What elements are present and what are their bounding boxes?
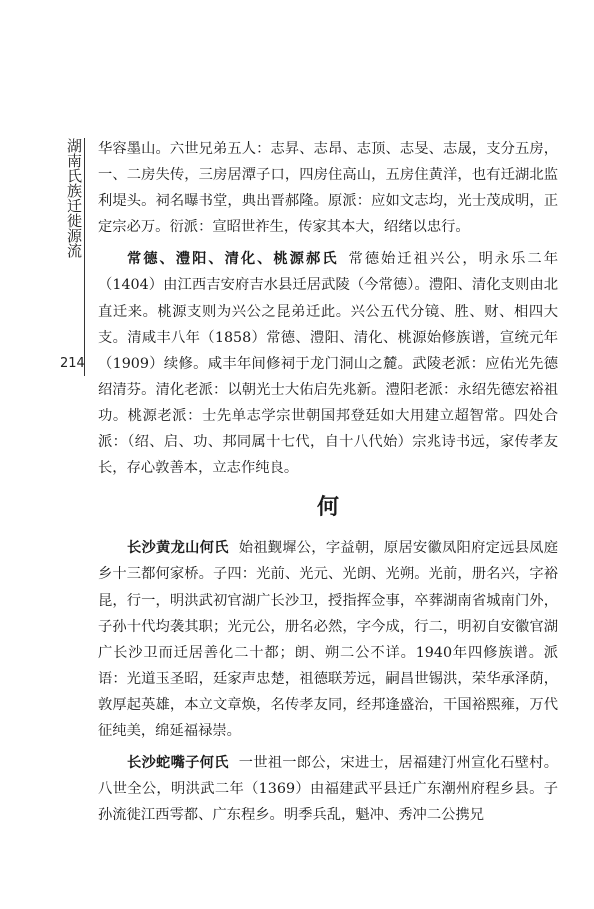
paragraph-text: 华容墨山。六世兄弟五人：志昇、志昂、志顶、志旻、志晟，支分五房，一、二房失传，三房居潭子口，四房住高山，五房住黄洋，也有迁湖北监利堤头。祠名曝书堂，典出晋郝隆。原派：应如文志均，光士茂成明，正定宗必万。衍派：宣昭世祚生，传家其本大，绍绪以忠行。 xyxy=(98,141,558,236)
entry-lead: 长沙黄龙山何氏 xyxy=(127,540,229,557)
entry-lead: 长沙蛇嘴子何氏 xyxy=(127,755,229,772)
paragraph-text: 一世祖一郎公，宋进士，居福建汀州宣化石壁村。八世全公，明洪武二年（1369）由福建武平县迁广东潮州府程乡县。子孙流徙江西雩都、广东程乡。明季兵乱，魁冲、秀冲二公携兄 xyxy=(98,755,559,824)
paragraph-text: 始祖觐墀公，字益朝，原居安徽凤阳府定远县凤庭乡十三都何家桥。子四：光前、光元、光朗、光朔。光前，册名兴，字裕昆，行一，明洪武初官湖广长沙卫，授指挥佥事，卒葬湖南省城南门外，子孙十代均袭其职；光元公，册名必然，字今成，行二，明初自安徽官湖广长沙卫而迁居善化二十都；朗、朔二公不详。1940年四修族谱。派语：光道玉圣昭，廷家声忠楚，祖德联芳远，嗣昌世锡洪，荣华承泽荫，敦厚起英雄，本立文章焕，名传孝友同，经邦逢盛治，干国裕熙雍，万代征纯美，绵延福禄崇。 xyxy=(98,540,559,739)
entry-lead: 常德、澧阳、清化、桃源郝氏 xyxy=(127,251,339,268)
paragraph xyxy=(98,246,558,481)
page-number: 214 xyxy=(60,356,85,371)
page-body xyxy=(98,136,558,828)
running-title-rule xyxy=(84,138,85,376)
paragraph xyxy=(98,136,558,240)
paragraph-text: 常德始迁祖兴公，明永乐二年（1404）由江西吉安府吉水县迁居武陵（今常德）。澧阳、清化支则由北直迁来。桃源支则为兴公之昆弟迁此。兴公五代分镜、胜、财、相四大支。清咸丰八年（1858）常德、澧阳、清化、桃源始修族谱，宣统元年（1909）续修。咸丰年间修祠于龙门洞山之麓。武陵老派：应佑光先德绍清芬。清化老派：以朝光士大佑启先兆新。澧阳老派：永绍先德宏裕祖功。桃源老派：士先单志学宗世朝国邦登廷如大用建立超智常。四处合派：（绍、启、功、邦同属十七代，自十八代始）宗兆诗书远，家传孝友长，存心敦善本，立志作纯良。 xyxy=(98,251,558,477)
paragraph xyxy=(98,750,558,828)
section-heading: 何 xyxy=(316,495,339,521)
paragraph xyxy=(98,535,558,744)
running-title: 湖南氏族迁徙源流 xyxy=(65,138,83,258)
